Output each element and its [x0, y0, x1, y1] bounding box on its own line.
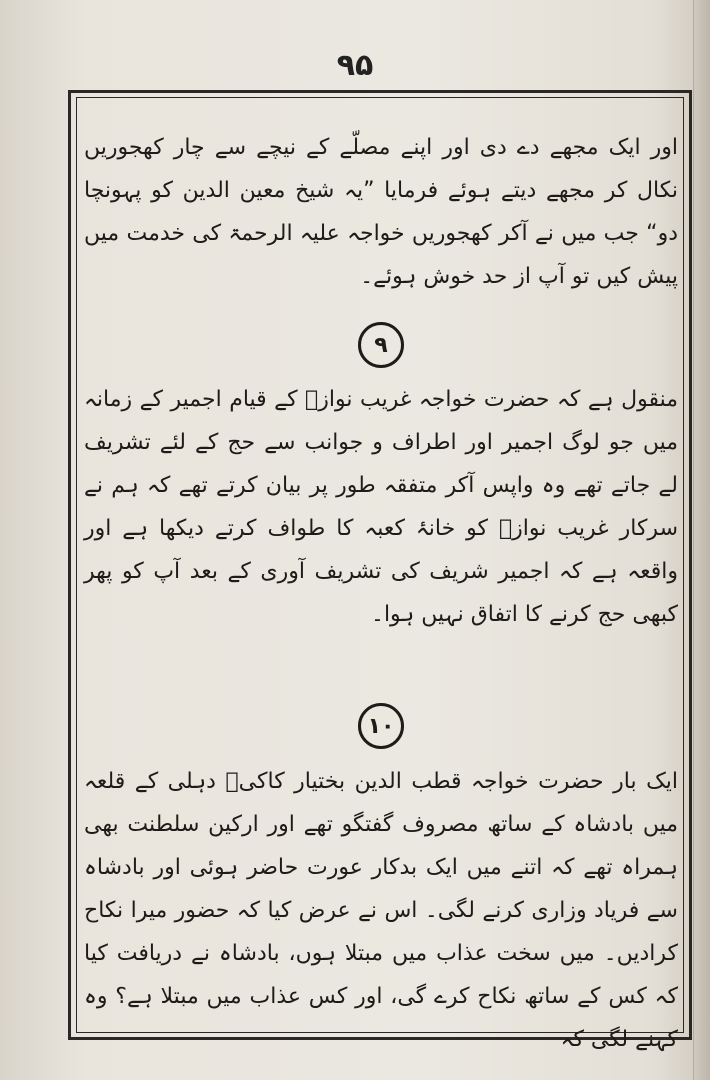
page-content — [84, 118, 678, 1052]
paragraph-section-9: منقول ہے کہ حضرت خواجہ غریب نوازؒ کے قیام اجمیر کے زمانہ میں جو لوگ اجمیر اور اطراف و جوانب سے حج کے لئے تشریف لے جاتے تھے وہ واپس آکر متفقہ طور پر بیان کرتے تھے کہ ہم نے سرکار غریب نوازؒ کو خانۂ کعبہ کا طواف کرتے دیکھا ہے اور واقعہ ہے کہ اجمیر شریف کی تشریف آوری کے بعد آپ کو پھر کبھی حج کرنے کا اتفاق نہیں ہوا۔ — [84, 387, 678, 627]
section-number-9: ۹ — [358, 322, 404, 368]
page-number: ۹۵ — [336, 48, 374, 83]
adjacent-page-edge — [693, 0, 710, 1080]
paragraph-continued: اور ایک مجھے دے دی اور اپنے مصلّے کے نیچے سے چار کھجوریں نکال کر مجھے دیتے ہوئے فرمایا ”یہ شیخ معین الدین کو پہونچا دو“ جب میں نے آکر کھجوریں خواجہ علیہ الرحمۃ کی خدمت میں پیش کیں تو آپ از حد خوش ہوئے۔ — [84, 135, 678, 289]
section-number-10: ۱۰ — [358, 703, 404, 749]
paragraph-section-10: ایک بار حضرت خواجہ قطب الدین بختیار کاکیؒ دہلی کے قلعہ میں بادشاہ کے ساتھ مصروف گفتگو تھے اور ارکین سلطنت بھی ہمراہ تھے کہ اتنے میں ایک بدکار عورت حاضر ہوئی اور بادشاہ سے فریاد وزاری کرنے لگی۔ اس نے عرض کیا کہ حضور میرا نکاح کرادیں۔ میں سخت عذاب میں مبتلا ہوں، بادشاہ نے دریافت کیا کہ کس کے ساتھ نکاح کرے گی، اور کس عذاب میں مبتلا ہے؟ وہ کہنے لگی کہ — [84, 769, 678, 1052]
